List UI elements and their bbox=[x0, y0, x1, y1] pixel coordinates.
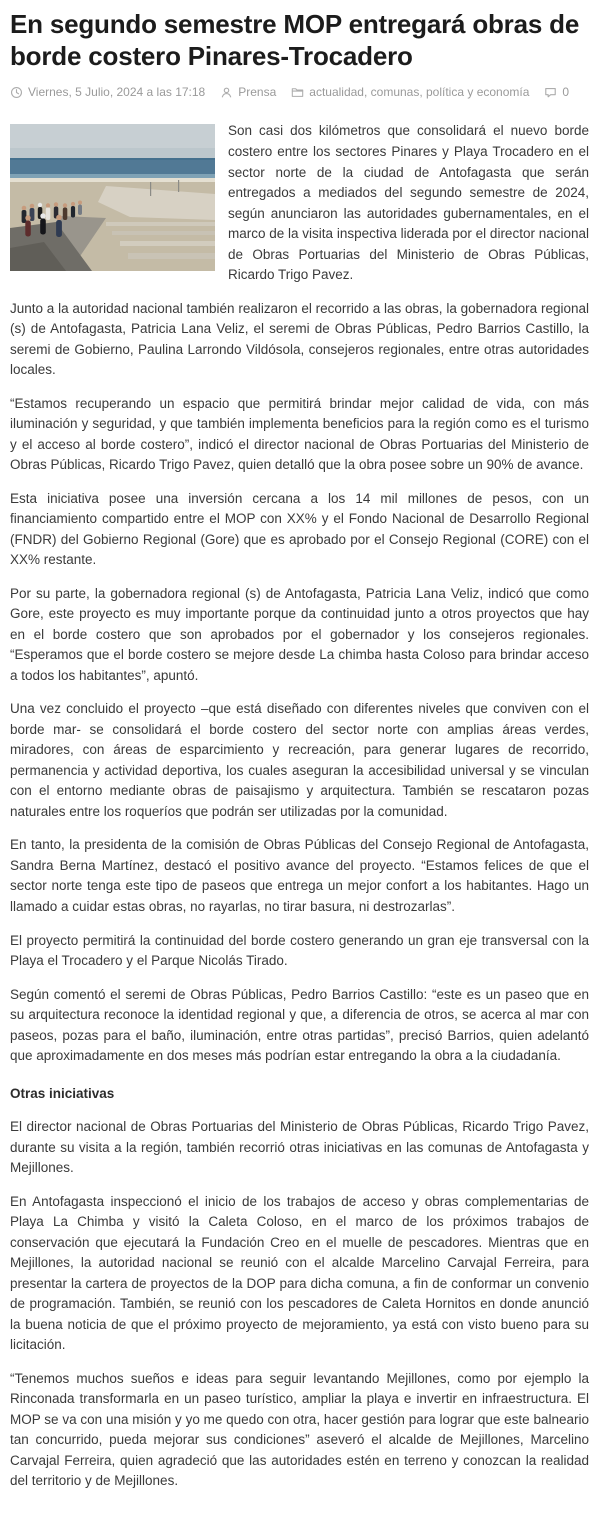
post-categories-link[interactable] bbox=[291, 85, 529, 99]
post-meta bbox=[10, 85, 589, 99]
post-categories-text: actualidad, comunas, política y economía bbox=[309, 85, 530, 100]
post-comments-count: 0 bbox=[562, 85, 570, 100]
post-author-text: Prensa bbox=[238, 85, 277, 100]
page-title: En segundo semestre MOP entregará obras de borde costero Pinares-Trocadero bbox=[10, 9, 580, 72]
article-paragraph: Una vez concluido el proyecto –que está diseñado con diferentes niveles que conviven con el borde mar- se consolidará el borde costero del sector norte con amplias áreas verdes, miradores, con áreas de esparcimiento y recreación, para generar lugares de recorrido, permanencia y actividad deportiva, los cuales aseguran la accesibilidad universal y se vinculan con el entorno mediante obras de paisajismo y arquitectura. También se rescataron pozas naturales entre los roqueríos que podrán ser utilizadas por la comunidad. bbox=[10, 701, 589, 819]
article-paragraph: En Antofagasta inspeccionó el inicio de los trabajos de acceso y obras complementarias de Playa La Chimba y visitó la Caleta Coloso, en el marco de los próximos trabajos de conservación que ejecutará la Fundación Creo en el muelle de pescadores. Mientras que en Mejillones, la autoridad nacional se reunió con el alcalde Marcelino Carvajal Ferreira, para presentar la cartera de proyectos de la DOP para dicha comuna, a fin de conformar un convenio de programación. También, se reunió con los pescadores de Caleta Hornitos en donde anunció la buena noticia de que el próximo proyecto de mejoramiento, ya está con visto bueno para su licitación. bbox=[10, 1193, 589, 1353]
article-body bbox=[10, 121, 589, 1491]
coastal-works-photo bbox=[10, 124, 215, 271]
article-paragraph: El director nacional de Obras Portuarias del Ministerio de Obras Públicas, Ricardo Trigo Pavez, durante su visita a la región, también recorrió otras iniciativas en las comunas de Antofagasta y Mejillones. bbox=[10, 1119, 589, 1176]
post-author-link[interactable] bbox=[220, 85, 276, 99]
article-paragraph: “Estamos recuperando un espacio que permitirá brindar mejor calidad de vida, con más iluminación y seguridad, y que también implementa beneficios para la región como es el turismo y el acceso al borde costero”, indicó el director nacional de Obras Portuarias del Ministerio de Obras Públicas, Ricardo Trigo Pavez, quien detalló que la obra posee sobre un 90% de avance. bbox=[10, 395, 589, 473]
article-paragraph: El proyecto permitirá la continuidad del borde costero generando un gran eje transversal con la Playa el Trocadero y el Parque Nicolás Tirado. bbox=[10, 932, 589, 969]
post-date-text: Viernes, 5 Julio, 2024 a las 17:18 bbox=[28, 85, 206, 100]
clock-icon bbox=[10, 86, 23, 99]
post-date bbox=[10, 85, 205, 99]
article-subheading: Otras iniciativas bbox=[10, 1085, 115, 1101]
article-paragraph: Esta iniciativa posee una inversión cercana a los 14 mil millones de pesos, con un financiamiento compartido entre el MOP con XX% y el Fondo Nacional de Desarrollo Regional (FNDR) del Gobierno Regional (Gore) que es aprobado por el Consejo Regional (CORE) con el XX% restante. bbox=[10, 490, 589, 568]
folder-icon bbox=[291, 86, 304, 99]
article-paragraph: Según comentó el seremi de Obras Públicas, Pedro Barrios Castillo: “este es un paseo que en su arquitectura reconoce la identidad regional y que, a diferencia de otros, se acerca al mar con paseos, pozas para el baño, iluminación, entre otras partidas”, precisó Barrios, quien adelantó que aproximadamente en dos meses más podrían estar entregando la obra a la ciudadanía. bbox=[10, 986, 589, 1064]
article-paragraph: Por su parte, la gobernadora regional (s) de Antofagasta, Patricia Lana Veliz, indicó que como Gore, este proyecto es muy importante porque da continuidad junto a otros proyectos que hay en el borde costero que son aprobados por el gobernador y los consejeros regionales. “Esperamos que el borde costero se mejore desde La chimba hasta Coloso para brindar acceso a todos los habitantes”, apuntó. bbox=[10, 585, 589, 683]
article-paragraph: Son casi dos kilómetros que consolidará el nuevo borde costero entre los sectores Pinares y Playa Trocadero en el sector norte de la ciudad de Antofagasta que serán entregados a mediados del segundo semestre de 2024, según anunciaron las autoridades gubernamentales, en el marco de la visita inspectiva liderada por el director nacional de Obras Portuarias del Ministerio de Obras Públicas, Ricardo Trigo Pavez. bbox=[228, 123, 589, 283]
user-icon bbox=[220, 86, 233, 99]
post-comments-link[interactable] bbox=[544, 85, 569, 99]
comment-icon bbox=[544, 86, 557, 99]
article-paragraph: En tanto, la presidenta de la comisión de Obras Públicas del Consejo Regional de Antofagasta, Sandra Berna Martínez, destacó el positivo avance del proyecto. “Estamos felices de que el sector norte tenga este tipo de paseos que entrega un mejor confort a los habitantes. Hago un llamado a cuidar estas obras, no rayarlas, no tirar basura, ni destrozarlas”. bbox=[10, 837, 589, 914]
featured-image bbox=[10, 124, 215, 271]
article-paragraph: Junto a la autoridad nacional también realizaron el recorrido a las obras, la gobernadora regional (s) de Antofagasta, Patricia Lana Veliz, el seremi de Obras Públicas, Pedro Barrios Castillo, la seremi de Gobierno, Paulina Larrondo Vildósola, consejeros regionales, entre otras autoridades locales. bbox=[10, 300, 589, 378]
article-paragraph: “Tenemos muchos sueños e ideas para seguir levantando Mejillones, como por ejemplo la Rinconada transformarla en un paseo turístico, ampliar la playa e invertir en infraestructura. El MOP se va con una misión y yo me quedo con otra, hacer gestión para lograr que este balneario tan concurrido, pueda mejorar sus condiciones” aseveró el alcalde de Mejillones, Marcelino Carvajal Ferreira, quien agradeció que las autoridades estén en terreno y conozcan la realidad del territorio y de Mejillones. bbox=[10, 1370, 589, 1489]
